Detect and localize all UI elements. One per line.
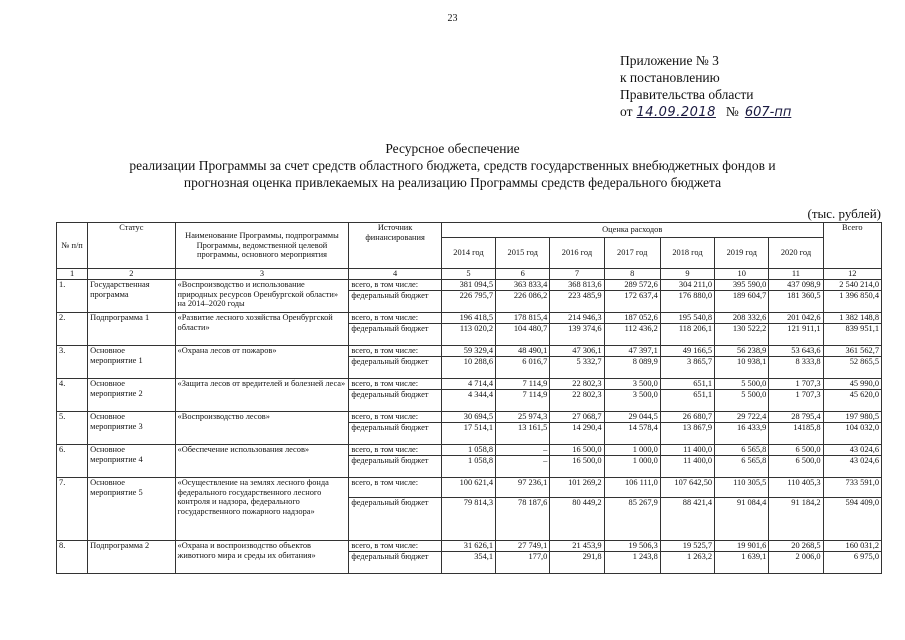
cell-value-total: 27 068,7 (550, 412, 604, 423)
row-name: «Охрана лесов от пожаров» (175, 346, 349, 379)
row-number: 7. (57, 478, 88, 541)
cell-value-federal: 14 578,4 (604, 423, 660, 445)
cell-value-federal: 139 374,6 (550, 324, 604, 346)
cell-value-total: 19 506,3 (604, 541, 660, 552)
cell-value-federal: 1 000,0 (604, 456, 660, 478)
cell-value-total: 289 572,6 (604, 280, 660, 291)
column-index: 8 (604, 269, 660, 280)
cell-value-total: 27 749,1 (496, 541, 550, 552)
cell-value-total: 197 980,5 (823, 412, 881, 423)
cell-value-federal: 1 396 850,4 (823, 291, 881, 313)
cell-value-federal: 181 360,5 (769, 291, 823, 313)
header-year: 2017 год (604, 238, 660, 269)
cell-value-federal: 112 436,2 (604, 324, 660, 346)
header-estimate: Оценка расходов (441, 223, 823, 238)
cell-value-federal: 78 187,6 (496, 498, 550, 541)
column-index: 4 (349, 269, 441, 280)
header-total: Всего (823, 223, 881, 269)
cell-value-total: 1 058,8 (441, 445, 495, 456)
column-index: 9 (660, 269, 714, 280)
cell-value-total: 21 453,9 (550, 541, 604, 552)
cell-value-federal: 3 500,0 (604, 390, 660, 412)
cell-value-total: 304 211,0 (660, 280, 714, 291)
cell-value-total: 651,1 (660, 379, 714, 390)
cell-value-total: 4 714,4 (441, 379, 495, 390)
cell-value-total: 1 000,0 (604, 445, 660, 456)
cell-value-total: 6 565,8 (715, 445, 769, 456)
cell-value-total: 733 591,0 (823, 478, 881, 498)
cell-value-federal: 8 089,9 (604, 357, 660, 379)
cell-value-federal: 22 802,3 (550, 390, 604, 412)
header-name: Наименование Программы, подпрограммы Программы, ведомственной целевой программы, основного мероприятия (175, 223, 349, 269)
row-status: Основное мероприятие 5 (88, 478, 175, 541)
cell-value-total: 107 642,50 (660, 478, 714, 498)
row-name: «Обеспечение использования лесов» (175, 445, 349, 478)
row-name: «Осуществление на землях лесного фонда федерального государственного лесного контроля и надзора, федерального государственного пожарного надзора» (175, 478, 349, 541)
row-name: «Охрана и воспроизводство объектов животного мира и среды их обитания» (175, 541, 349, 574)
row-source-total: всего, в том числе: (349, 445, 441, 456)
handwritten-date: 14.09.2018 (636, 105, 716, 120)
cell-value-total: 214 946,3 (550, 313, 604, 324)
row-source-total: всего, в том числе: (349, 412, 441, 423)
cell-value-federal: 5 332,7 (550, 357, 604, 379)
row-name: «Развитие лесного хозяйства Оренбургской области» (175, 313, 349, 346)
cell-value-total: 43 024,6 (823, 445, 881, 456)
cell-value-federal: 88 421,4 (660, 498, 714, 541)
cell-value-federal: 226 795,7 (441, 291, 495, 313)
cell-value-federal: 13 161,5 (496, 423, 550, 445)
cell-value-total: 201 042,6 (769, 313, 823, 324)
cell-value-federal: 223 485,9 (550, 291, 604, 313)
cell-value-total: 31 626,1 (441, 541, 495, 552)
cell-value-federal: 354,1 (441, 552, 495, 574)
cell-value-federal: 291,8 (550, 552, 604, 574)
row-source-total: всего, в том числе: (349, 541, 441, 552)
cell-value-federal: 839 951,1 (823, 324, 881, 346)
row-name: «Воспроизводство лесов» (175, 412, 349, 445)
column-index: 11 (769, 269, 823, 280)
cell-value-federal: 1 639,1 (715, 552, 769, 574)
cell-value-total: 29 044,5 (604, 412, 660, 423)
cell-value-federal: 176 880,0 (660, 291, 714, 313)
column-index: 10 (715, 269, 769, 280)
cell-value-federal: 6 565,8 (715, 456, 769, 478)
cell-value-total: 30 694,5 (441, 412, 495, 423)
column-index: 12 (823, 269, 881, 280)
cell-value-federal: 1 243,8 (604, 552, 660, 574)
column-index: 6 (496, 269, 550, 280)
cell-value-total: 11 400,0 (660, 445, 714, 456)
cell-value-total: 47 306,1 (550, 346, 604, 357)
cell-value-total: 110 405,3 (769, 478, 823, 498)
cell-value-federal: 172 637,4 (604, 291, 660, 313)
cell-value-total: 26 680,7 (660, 412, 714, 423)
cell-value-total: 363 833,4 (496, 280, 550, 291)
header-year: 2020 год (769, 238, 823, 269)
cell-value-total: 19 901,6 (715, 541, 769, 552)
cell-value-total: 19 525,7 (660, 541, 714, 552)
row-source-total: всего, в том числе: (349, 280, 441, 291)
cell-value-federal: 91 084,4 (715, 498, 769, 541)
cell-value-total: 5 500,0 (715, 379, 769, 390)
cell-value-total: 1 382 148,8 (823, 313, 881, 324)
cell-value-federal: 6 016,7 (496, 357, 550, 379)
cell-value-total: 53 643,6 (769, 346, 823, 357)
cell-value-total: 29 722,4 (715, 412, 769, 423)
cell-value-federal: 13 867,9 (660, 423, 714, 445)
cell-value-federal: 121 911,1 (769, 324, 823, 346)
cell-value-total: 195 540,8 (660, 313, 714, 324)
column-index: 3 (175, 269, 349, 280)
cell-value-total: 97 236,1 (496, 478, 550, 498)
row-source-federal: федеральный бюджет (349, 423, 441, 445)
cell-value-total: 25 974,3 (496, 412, 550, 423)
header-year: 2016 год (550, 238, 604, 269)
document-title-line-3: прогнозная оценка привлекаемых на реализацию Программы средств федерального бюджета (183, 175, 722, 190)
table-row (57, 541, 882, 552)
table-row (57, 478, 882, 498)
cell-value-federal: 6 500,0 (769, 456, 823, 478)
cell-value-total: 47 397,1 (604, 346, 660, 357)
cell-value-federal: 5 500,0 (715, 390, 769, 412)
header-source: Источник финансирования (349, 223, 441, 269)
table-row (57, 412, 882, 423)
row-source-federal: федеральный бюджет (349, 357, 441, 379)
appendix-line-3: Правительства области (620, 87, 754, 102)
header-year: 2018 год (660, 238, 714, 269)
number-label: № (725, 104, 739, 119)
cell-value-federal: 226 086,2 (496, 291, 550, 313)
cell-value-federal: – (496, 456, 550, 478)
row-source-federal: федеральный бюджет (349, 324, 441, 346)
row-status: Основное мероприятие 1 (88, 346, 175, 379)
handwritten-number: 607-пп (744, 105, 792, 120)
cell-value-total: 45 990,0 (823, 379, 881, 390)
column-index: 2 (88, 269, 175, 280)
cell-value-federal: 3 865,7 (660, 357, 714, 379)
cell-value-total: 381 094,5 (441, 280, 495, 291)
cell-value-federal: 14185,8 (769, 423, 823, 445)
cell-value-total: 22 802,3 (550, 379, 604, 390)
cell-value-total: 6 500,0 (769, 445, 823, 456)
cell-value-total: 49 166,5 (660, 346, 714, 357)
cell-value-federal: 6 975,0 (823, 552, 881, 574)
cell-value-federal: 189 604,7 (715, 291, 769, 313)
resource-table (56, 222, 882, 574)
row-source-federal: федеральный бюджет (349, 498, 441, 541)
units-label: (тыс. рублей) (807, 206, 881, 221)
cell-value-federal: 113 020,2 (441, 324, 495, 346)
table-row (57, 313, 882, 324)
cell-value-total: 7 114,9 (496, 379, 550, 390)
cell-value-federal: 1 058,8 (441, 456, 495, 478)
table-row (57, 346, 882, 357)
appendix-line-2: к постановлению (620, 70, 720, 85)
cell-value-federal: 104 032,0 (823, 423, 881, 445)
cell-value-federal: 45 620,0 (823, 390, 881, 412)
cell-value-total: 59 329,4 (441, 346, 495, 357)
row-number: 3. (57, 346, 88, 379)
cell-value-total: 106 111,0 (604, 478, 660, 498)
cell-value-total: 101 269,2 (550, 478, 604, 498)
row-status: Государственная программа (88, 280, 175, 313)
column-index: 7 (550, 269, 604, 280)
row-name: «Защита лесов от вредителей и болезней леса» (175, 379, 349, 412)
row-name: «Воспроизводство и использование природных ресурсов Оренбургской области» на 2014–2020 годы (175, 280, 349, 313)
row-status: Основное мероприятие 2 (88, 379, 175, 412)
row-source-total: всего, в том числе: (349, 379, 441, 390)
row-source-total: всего, в том числе: (349, 313, 441, 324)
cell-value-federal: 43 024,6 (823, 456, 881, 478)
row-number: 4. (57, 379, 88, 412)
cell-value-federal: 80 449,2 (550, 498, 604, 541)
cell-value-total: – (496, 445, 550, 456)
row-number: 6. (57, 445, 88, 478)
appendix-date-line (620, 103, 791, 121)
cell-value-total: 48 490,1 (496, 346, 550, 357)
cell-value-total: 28 795,4 (769, 412, 823, 423)
header-year: 2019 год (715, 238, 769, 269)
cell-value-federal: 2 006,0 (769, 552, 823, 574)
cell-value-federal: 104 480,7 (496, 324, 550, 346)
cell-value-federal: 11 400,0 (660, 456, 714, 478)
cell-value-federal: 16 500,0 (550, 456, 604, 478)
cell-value-federal: 651,1 (660, 390, 714, 412)
cell-value-federal: 17 514,1 (441, 423, 495, 445)
cell-value-federal: 594 409,0 (823, 498, 881, 541)
table-row (57, 445, 882, 456)
cell-value-total: 1 707,3 (769, 379, 823, 390)
cell-value-total: 110 305,5 (715, 478, 769, 498)
cell-value-federal: 79 814,3 (441, 498, 495, 541)
appendix-block (620, 52, 791, 121)
document-title-line-1: Ресурсное обеспечение (385, 141, 520, 156)
cell-value-total: 56 238,9 (715, 346, 769, 357)
cell-value-federal: 52 865,5 (823, 357, 881, 379)
cell-value-total: 178 815,4 (496, 313, 550, 324)
cell-value-federal: 7 114,9 (496, 390, 550, 412)
cell-value-total: 208 332,6 (715, 313, 769, 324)
header-num: № п/п (57, 223, 88, 269)
row-source-total: всего, в том числе: (349, 346, 441, 357)
cell-value-total: 160 031,2 (823, 541, 881, 552)
row-status: Основное мероприятие 3 (88, 412, 175, 445)
cell-value-total: 187 052,6 (604, 313, 660, 324)
row-status: Подпрограмма 1 (88, 313, 175, 346)
cell-value-total: 16 500,0 (550, 445, 604, 456)
cell-value-federal: 4 344,4 (441, 390, 495, 412)
row-source-federal: федеральный бюджет (349, 456, 441, 478)
column-index: 1 (57, 269, 88, 280)
table-row (57, 379, 882, 390)
cell-value-federal: 14 290,4 (550, 423, 604, 445)
row-source-federal: федеральный бюджет (349, 291, 441, 313)
cell-value-total: 20 268,5 (769, 541, 823, 552)
cell-value-total: 437 098,9 (769, 280, 823, 291)
cell-value-total: 361 562,7 (823, 346, 881, 357)
cell-value-federal: 85 267,9 (604, 498, 660, 541)
cell-value-total: 3 500,0 (604, 379, 660, 390)
table-row (57, 280, 882, 291)
cell-value-total: 368 813,6 (550, 280, 604, 291)
header-year: 2015 год (496, 238, 550, 269)
row-status: Подпрограмма 2 (88, 541, 175, 574)
row-source-federal: федеральный бюджет (349, 552, 441, 574)
cell-value-total: 100 621,4 (441, 478, 495, 498)
cell-value-federal: 8 333,8 (769, 357, 823, 379)
cell-value-federal: 16 433,9 (715, 423, 769, 445)
row-status: Основное мероприятие 4 (88, 445, 175, 478)
document-title-line-2: реализации Программы за счет средств областного бюджета, средств государственных внебюджетных фондов и (129, 158, 776, 173)
cell-value-total: 395 590,0 (715, 280, 769, 291)
row-source-total: всего, в том числе: (349, 478, 441, 498)
cell-value-federal: 130 522,2 (715, 324, 769, 346)
cell-value-federal: 177,0 (496, 552, 550, 574)
cell-value-total: 2 540 214,0 (823, 280, 881, 291)
cell-value-federal: 10 938,1 (715, 357, 769, 379)
appendix-line-1: Приложение № 3 (620, 53, 719, 68)
page-number: 23 (447, 13, 458, 24)
row-number: 2. (57, 313, 88, 346)
cell-value-federal: 118 206,1 (660, 324, 714, 346)
header-year: 2014 год (441, 238, 495, 269)
column-index: 5 (441, 269, 495, 280)
row-number: 1. (57, 280, 88, 313)
cell-value-total: 196 418,5 (441, 313, 495, 324)
cell-value-federal: 1 263,2 (660, 552, 714, 574)
row-number: 8. (57, 541, 88, 574)
row-number: 5. (57, 412, 88, 445)
header-status: Статус (88, 223, 175, 269)
from-label: от (620, 104, 633, 119)
row-source-federal: федеральный бюджет (349, 390, 441, 412)
cell-value-federal: 10 288,6 (441, 357, 495, 379)
cell-value-federal: 91 184,2 (769, 498, 823, 541)
cell-value-federal: 1 707,3 (769, 390, 823, 412)
